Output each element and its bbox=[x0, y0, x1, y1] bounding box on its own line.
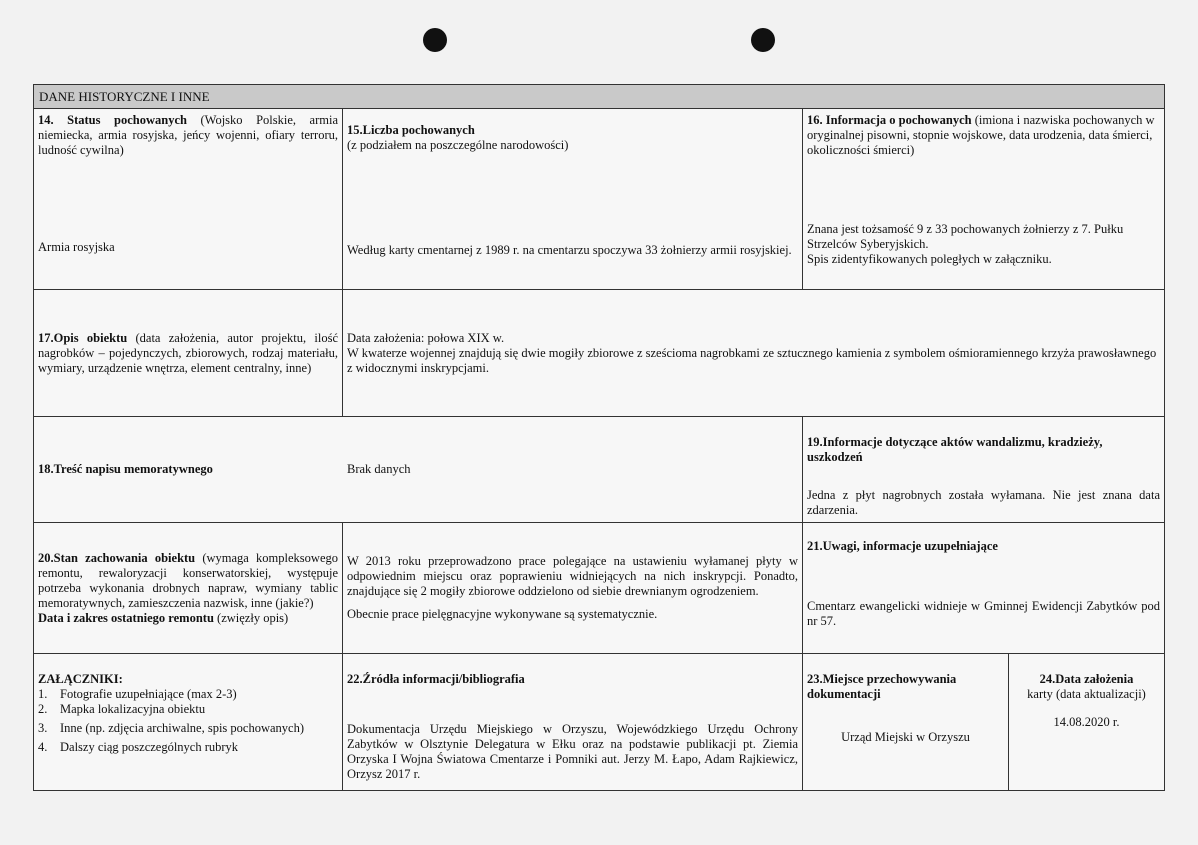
row-inscription-vandalism bbox=[34, 417, 1164, 523]
list-item: 2. Mapka lokalizacyjna obiektu bbox=[38, 702, 206, 716]
cell-16-heading: 16. Informacja o pochowanych (imiona i nazwiska pochowanych w oryginalnej pisowni, stopnie wojskowe, data urodzenia, data śmierci, okoliczności śmierci) bbox=[807, 113, 1155, 157]
cell-24-date: 24.Data założenia karty (data aktualizacji) 14.08.2020 r. bbox=[1027, 672, 1146, 729]
cell-15-heading: 15.Liczba pochowanych (z podziałem na poszczególne narodowości) bbox=[347, 123, 569, 152]
list-item: 4. Dalszy ciąg poszczególnych rubryk bbox=[38, 740, 239, 754]
row-object-description bbox=[34, 290, 1164, 417]
cell-15-count bbox=[343, 109, 803, 289]
cell-21-notes: 21.Uwagi, informacje uzupełniające Cmentarz ewangelicki widnieje w Gminnej Ewidencji Zabytków pod nr 57. bbox=[807, 539, 1160, 628]
cell-17-value: Data założenia: połowa XIX w. W kwaterze wojennej znajdują się dwie mogiły zbiorowe z sześcioma nagrobkami ze sztucznego kamienia z symbolem ośmioramiennego krzyża prawosławnego z widocznymi inskrypcjami. bbox=[347, 330, 1157, 375]
punch-hole-left bbox=[423, 28, 447, 52]
cell-20-label: 20.Stan zachowania obiektu (wymaga kompleksowego remontu, rewaloryzacji konserwatorskiej, występuje potrzeba wykonania drobnych napraw, wymiany tablic memoratywnych, zamieszczenia nazwisk, inne (jakie?) Data i zakres ostatniego remontu (zwięzły opis) bbox=[34, 523, 343, 653]
cell-14-heading: 14. Status pochowanych (Wojsko Polskie, armia niemiecka, armia rosyjska, jeńcy wojenni, ofiary terroru, ludność cywilna) bbox=[38, 113, 338, 157]
punch-hole-right bbox=[751, 28, 775, 52]
cell-15-value: Według karty cmentarnej z 1989 r. na cmentarzu spoczywa 33 żołnierzy armii rosyjskiej. bbox=[347, 243, 792, 257]
row-attachments-sources bbox=[34, 654, 1164, 790]
cell-22-sources: 22.Źródła informacji/bibliografia Dokumentacja Urzędu Miejskiego w Orzyszu, Wojewódzkiego Urzędu Ochrony Zabytków w Olsztynie Delegatura w Ełku oraz na podstawie publikacji pt. Ziemia Orzyska I Wojna Światowa Cmentarze i Pomniki aut. Jerzy M. Łapo, Adam Rajkiewicz, Orzysz 2017 r. bbox=[343, 654, 803, 790]
cell-17-heading: 17.Opis obiektu (data założenia, autor projektu, ilość nagrobków – pojedynczych, zbiorowych, rodzaj materiału, wymiary, urządzenie wnętrza, element centralny, inne) bbox=[38, 330, 338, 375]
cell-19-vandalism: 19.Informacje dotyczące aktów wandalizmu, kradzieży, uszkodzeń Jedna z płyt nagrobnych została wyłamana. Nie jest znana data zdarzenia. bbox=[807, 435, 1160, 517]
cell-17-label bbox=[34, 290, 343, 416]
cell-20-value: W 2013 roku przeprowadzono prace polegające na ustawieniu wyłamanej płyty w odpowiednim miejscu oraz poprawieniu widniejących na nich inskrypcji. Ponadto, znajdujące się 2 mogiły zbiorowe oddzielono od siebie drewnianym ogrodzeniem. Obecnie prace pielęgnacyjne wykonywane są systematycznie. bbox=[343, 523, 803, 653]
list-item: 3. Inne (np. zdjęcia archiwalne, spis pochowanych) bbox=[38, 721, 305, 735]
cell-18-label: 18.Treść napisu memoratywnego bbox=[38, 462, 213, 476]
attachments-list bbox=[38, 687, 338, 755]
row-condition-notes bbox=[34, 523, 1164, 654]
cell-16-value: Znana jest tożsamość 9 z 33 pochowanych żołnierzy z 7. Pułku Strzelców Syberyjskich. Spis zidentyfikowanych poległych w załączniku. bbox=[807, 222, 1124, 266]
cell-attachments: ZAŁĄCZNIKI: 1. Fotografie uzupełniające (max 2-3) 2. Mapka lokalizacyjna obiektu 3. Inne (np. zdjęcia archiwalne, spis pochowanych) 4. Dalszy ciąg poszczególnych rubryk bbox=[34, 654, 343, 790]
cell-14-status bbox=[34, 109, 343, 289]
cell-16-info bbox=[803, 109, 1164, 289]
list-item: 1. Fotografie uzupełniające (max 2-3) bbox=[38, 687, 237, 701]
cell-14-value: Armia rosyjska bbox=[38, 240, 115, 254]
form-sheet bbox=[33, 84, 1165, 791]
cell-18-value: Brak danych bbox=[343, 417, 803, 522]
section-header: DANE HISTORYCZNE I INNE bbox=[34, 85, 1164, 109]
row-burials bbox=[34, 109, 1164, 290]
cell-23-storage: 23.Miejsce przechowywania dokumentacji Urząd Miejski w Orzyszu bbox=[803, 654, 1009, 790]
